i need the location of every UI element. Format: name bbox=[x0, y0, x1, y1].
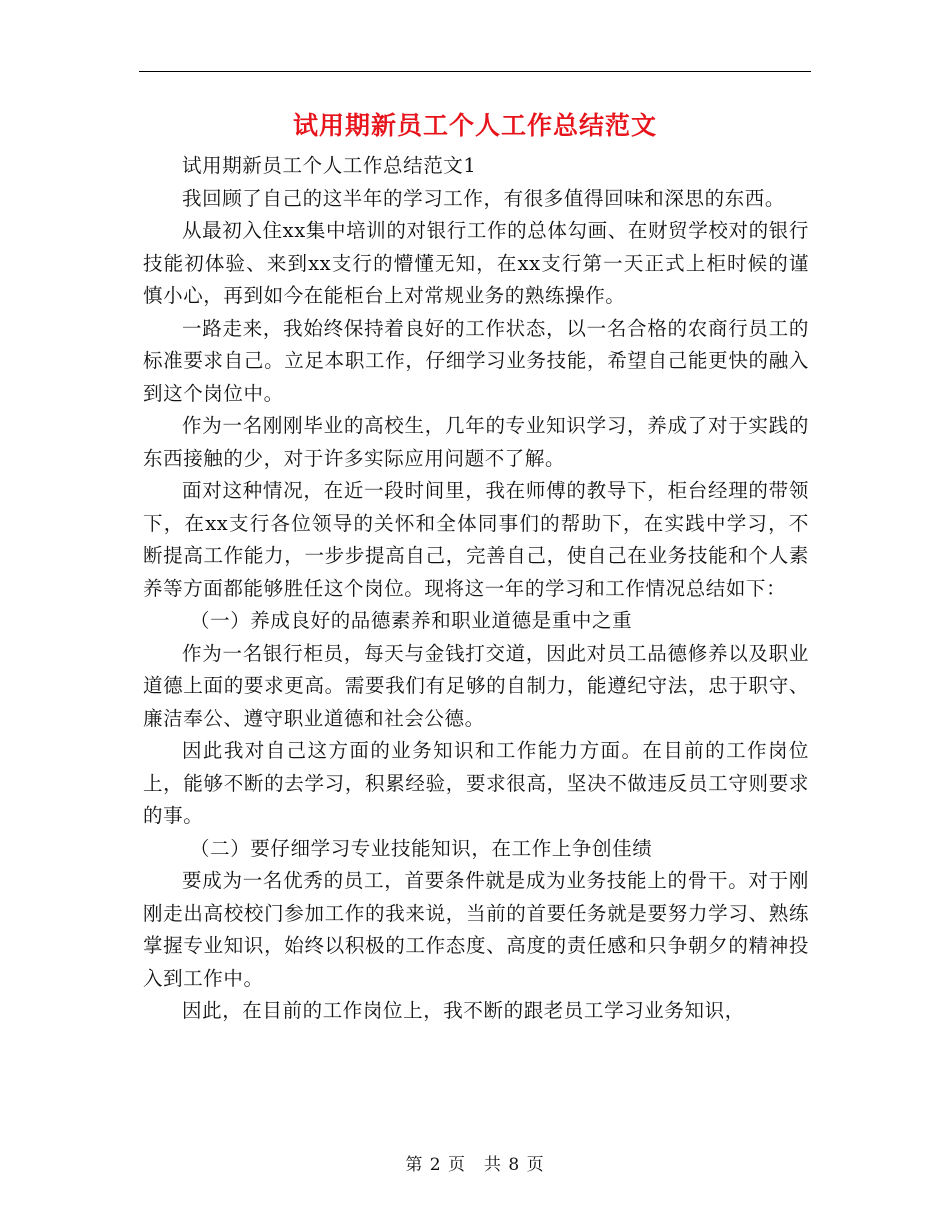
footer-middle: 页 共 bbox=[448, 1155, 502, 1175]
paragraph: 作为一名银行柜员，每天与金钱打交道，因此对员工品德修养以及职业道德上面的要求更高。需要我们有足够的自制力，能遵纪守法，忠于职守、廉洁奉公、遵守职业道德和社会公德。 bbox=[143, 641, 809, 730]
total-page-count: 8 bbox=[508, 1155, 521, 1175]
paragraph: 一路走来，我始终保持着良好的工作状态，以一名合格的农商行员工的标准要求自己。立足本职工作，仔细学习业务技能，希望自己能更快的融入到这个岗位中。 bbox=[143, 316, 809, 405]
paragraph: 要成为一名优秀的员工，首要条件就是成为业务技能上的骨干。对于刚刚走出高校校门参加工作的我来说，当前的首要任务就是要努力学习、熟练掌握专业知识，始终以积极的工作态度、高度的责任感和只争朝夕的精神投入到工作中。 bbox=[143, 869, 809, 990]
paragraph: 试用期新员工个人工作总结范文1 bbox=[182, 154, 477, 177]
paragraph: 因此，在目前的工作岗位上，我不断的跟老员工学习业务知识， bbox=[182, 999, 745, 1022]
paragraph: 从最初入住xx集中培训的对银行工作的总体勾画、在财贸学校对的银行技能初体验、来到xx支行的懵懂无知，在xx支行第一天正式上柜时候的谨慎小心，再到如今在能柜台上对常规业务的熟练操作。 bbox=[143, 219, 809, 307]
section-heading: （一）养成良好的品德素养和职业道德是重中之重 bbox=[190, 609, 633, 632]
paragraph: 因此我对自己这方面的业务知识和工作能力方面。在目前的工作岗位上，能够不断的去学习，积累经验，要求很高，坚决不做违反员工守则要求的事。 bbox=[143, 739, 809, 827]
header-rule bbox=[139, 71, 811, 72]
paragraph: 面对这种情况，在近一段时间里，我在师傅的教导下，柜台经理的带领下，在xx支行各位领导的关怀和全体同事们的帮助下，在实践中学习，不断提高工作能力，一步步提高自己，完善自己，使自己在业务技能和个人素养等方面都能够胜任这个岗位。现将这一年的学习和工作情况总结如下： bbox=[143, 479, 809, 600]
document-title: 试用期新员工个人工作总结范文 bbox=[292, 111, 657, 140]
paragraph: 作为一名刚刚毕业的高校生，几年的专业知识学习，养成了对于实践的东西接触的少，对于许多实际应用问题不了解。 bbox=[143, 414, 809, 470]
footer-suffix: 页 bbox=[526, 1155, 545, 1175]
section-heading: （二）要仔细学习专业技能知识，在工作上争创佳绩 bbox=[190, 836, 653, 860]
document-body bbox=[143, 150, 809, 1028]
footer-prefix: 第 bbox=[405, 1155, 424, 1175]
page-footer bbox=[0, 1153, 950, 1177]
paragraph: 我回顾了自己的这半年的学习工作，有很多值得回味和深思的东西。 bbox=[182, 186, 786, 210]
current-page-number: 2 bbox=[429, 1155, 442, 1175]
